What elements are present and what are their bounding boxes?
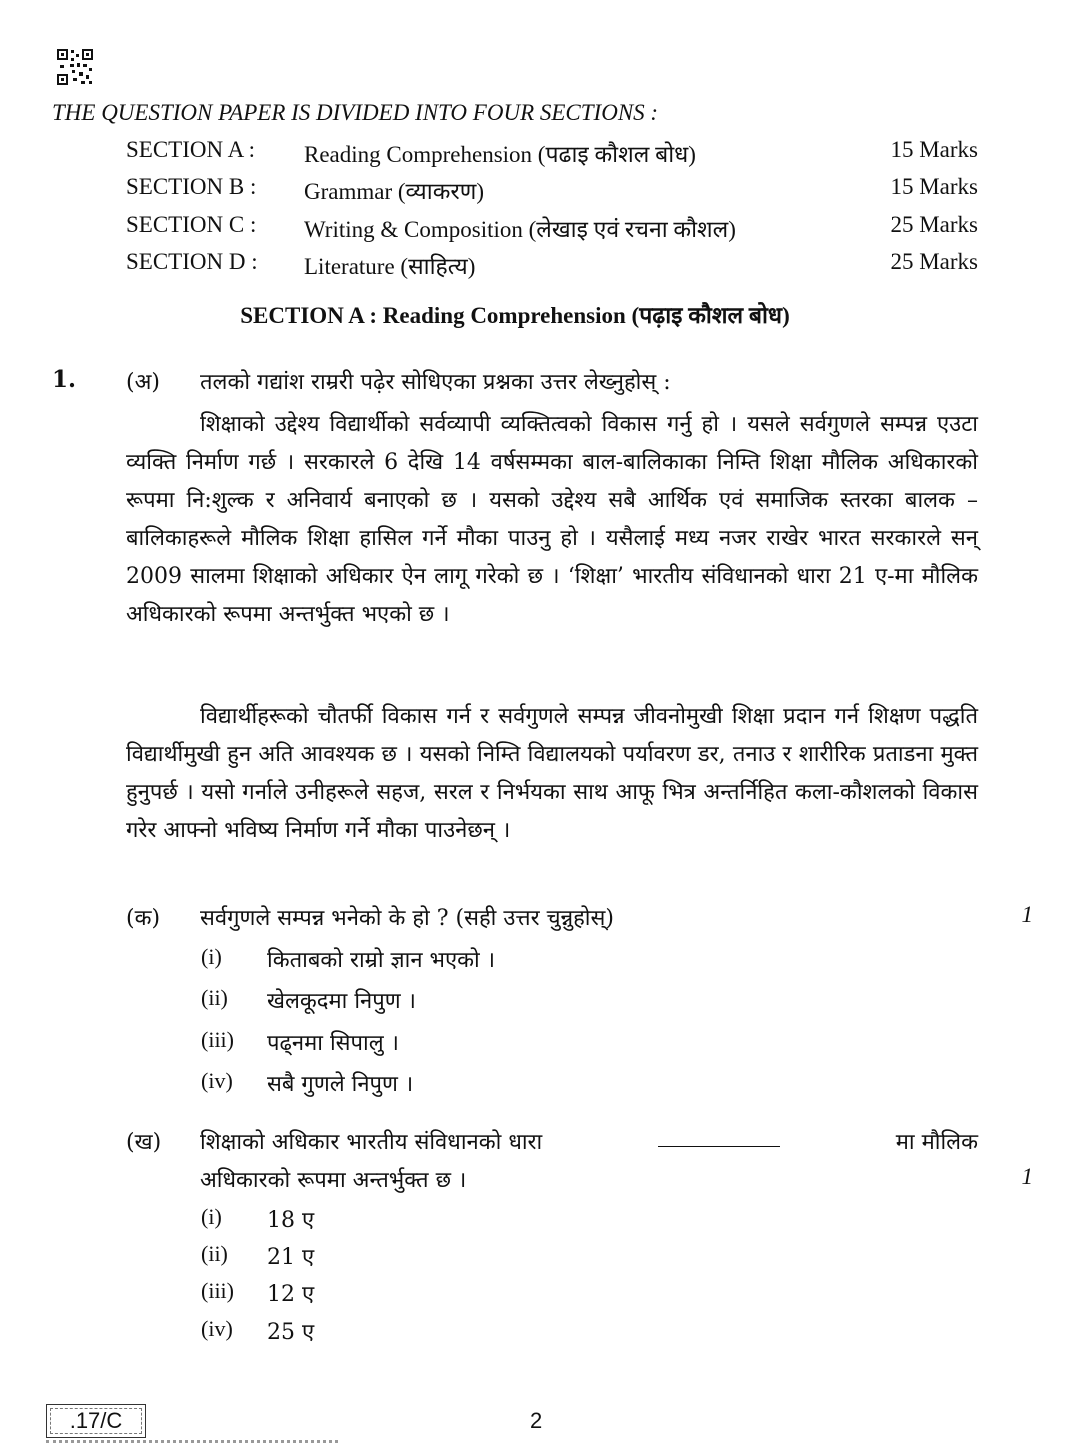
question-number: 1. [52,366,77,393]
option-text: किताबको राम्रो ज्ञान भएको । [267,948,496,973]
option-number: (iv) [201,1068,233,1093]
option-number: (i) [201,944,222,969]
section-marks: 25 Marks [890,212,978,237]
passage-paragraph-1: शिक्षाको उद्देश्य विद्यार्थीको सर्वव्यापी व्यक्तित्वको विकास गर्नु हो । यसले सर्वगुणले सम्पन्न एउटा व्यक्ति निर्माण गर्छ । सरकारले 6 देखि 14 वर्षसम्मका बाल-बालिकाका निम्ति शिक्षा मौलिक अधिकारको रूपमा नि:शुल्क र अनिवार्य बनाएको छ । यसको उद्देश्य सबै आर्थिक एवं समाजिक स्तरका बालक – बालिकाहरूले मौलिक शिक्षा हासिल गर्ने मौका पाउनु हो । यसैलाई मध्य नजर राखेर भारत सरकारले सन् 2009 सालमा शिक्षाको अधिकार ऐन लागू गरेको छ । ‘शिक्षा’ भारतीय संविधानको धारा 21 ए-मा मौलिक अधिकारको रूपमा अन्तर्भुक्त भएको छ । [126,412,978,627]
sub-question-text-line-2: अधिकारको रूपमा अन्तर्भुक्त छ । [200,1168,467,1193]
section-title: Grammar (व्याकरण) [304,179,485,204]
section-title: Reading Comprehension (पढाइ कौशल बोध) [304,142,696,167]
section-row-a [126,137,978,173]
passage-paragraph-2: विद्यार्थीहरूको चौतर्फी विकास गर्न र सर्वगुणले सम्पन्न जीवनोमुखी शिक्षा प्रदान गर्न शिक्षण पद्धति विद्यार्थीमुखी हुन अति आवश्यक छ । यसको निम्ति विद्यालयको पर्यावरण डर, तनाउ र शारीरिक प्रताडना मुक्त हुनुपर्छ । यसो गर्नाले उनीहरूले सहज, सरल र निर्भयका साथ आफू भित्र अन्तर्निहित कला-कौशलको विकास गरेर आफ्नो भविष्य निर्माण गर्ने मौका पाउनेछन् । [126,704,978,843]
section-row-b [126,174,978,210]
marks-value: 1 [1021,1164,1033,1189]
option-number: (iii) [201,1027,234,1052]
option-number: (ii) [201,1241,228,1266]
paper-code-box [46,1404,146,1438]
option-number: (ii) [201,985,228,1010]
page-number: 2 [530,1408,543,1433]
sub-question-label: (क) [126,906,161,931]
sub-question-text-before-blank: शिक्षाको अधिकार भारतीय संविधानको धारा [200,1130,543,1155]
section-row-d [126,249,978,285]
option-text: पढ्नमा सिपालु । [267,1031,399,1056]
section-title: Writing & Composition (लेखाइ एवं रचना कौशल) [304,217,736,242]
sub-question-text: सर्वगुणले सम्पन्न भनेको के हो ? (सही उत्तर चुन्नुहोस्) [200,906,614,931]
option-text: 25 ए [267,1320,315,1345]
option-number: (i) [201,1204,222,1229]
qr-code-icon [56,48,94,86]
section-name: SECTION A : [126,137,256,162]
option-text: 18 ए [267,1208,315,1233]
option-text: खेलकूदमा निपुण । [267,989,416,1014]
section-name: SECTION D : [126,249,258,274]
section-name: SECTION C : [126,212,257,237]
paper-code: .17/C [69,1408,123,1433]
section-marks: 15 Marks [890,174,978,199]
section-marks: 25 Marks [890,249,978,274]
option-number: (iii) [201,1278,234,1303]
section-a-title: SECTION A : Reading Comprehension (पढ़ाइ कौशल बोध) [240,303,790,328]
section-marks: 15 Marks [890,137,978,162]
option-number: (iv) [201,1316,233,1341]
sub-question-line-1 [200,1126,978,1156]
section-title: Literature (साहित्य) [304,254,476,279]
question-instruction: तलको गद्यांश राम्ररी पढ़ेर सोधिएका प्रश्नका उत्तर लेख्नुहोस् : [200,370,671,395]
sub-question-label: (ख) [126,1130,162,1155]
option-text: 12 ए [267,1282,315,1307]
paper-structure-heading: THE QUESTION PAPER IS DIVIDED INTO FOUR SECTIONS : [52,100,659,125]
question-label: (अ) [126,370,160,395]
security-microtext-line [46,1440,338,1447]
marks-value: 1 [1021,902,1033,927]
sub-question-text-after-blank: मा मौलिक [895,1130,978,1155]
answer-blank [658,1126,780,1147]
section-row-c [126,212,978,248]
option-text: सबै गुणले निपुण । [267,1072,414,1097]
option-text: 21 ए [267,1245,315,1270]
section-name: SECTION B : [126,174,257,199]
